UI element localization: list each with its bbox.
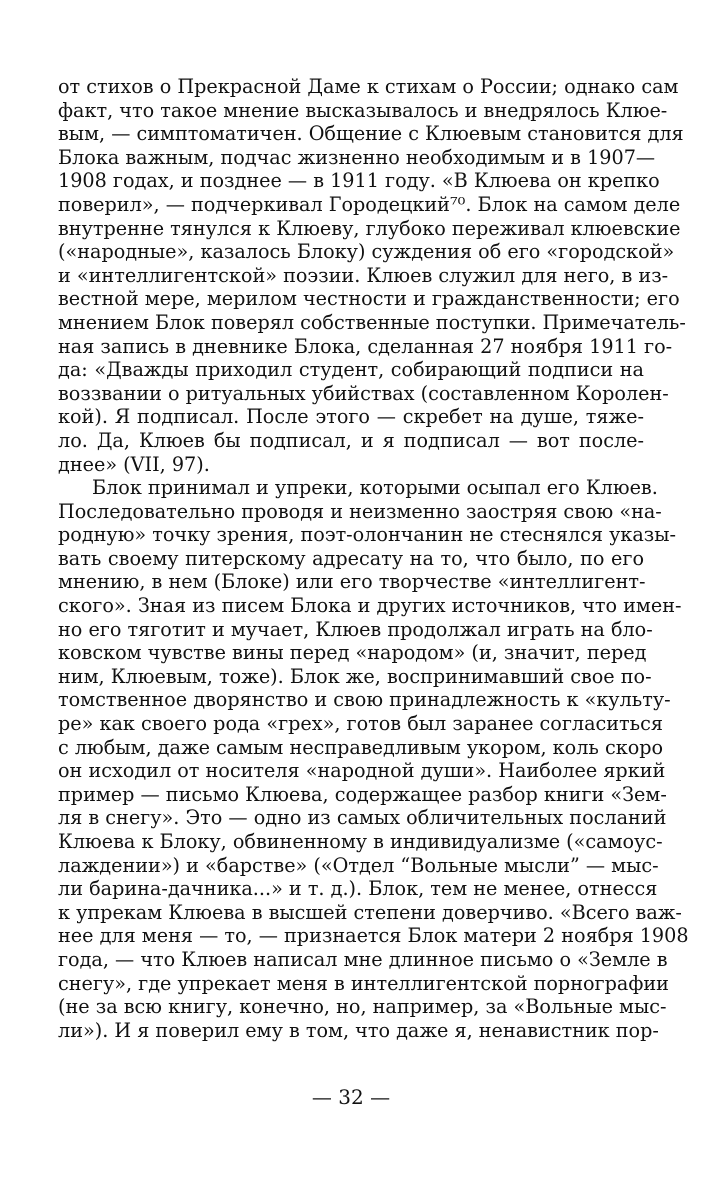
page-number: — 32 — <box>311 1085 391 1109</box>
text-line: но его тяготит и мучает, Клюев продолжал играть на бло- <box>58 617 653 641</box>
text-line: он исходил от носителя «народной души». Наиболее яркий <box>58 759 666 783</box>
text-line: вым, — симптоматичен. Общение с Клюевым становится для <box>58 122 684 146</box>
text-line: ли барина-дачника...» и т. д.). Блок, тем не менее, отнесся <box>58 877 658 901</box>
text-line: родную» точку зрения, поэт-олончанин не стеснялся указы- <box>58 523 677 547</box>
text-line: ре» как своего рода «грех», готов был заранее согласиться <box>58 712 663 736</box>
text-line: факт, что такое мнение высказывалось и внедрялось Клюе- <box>58 98 668 122</box>
text-line: кой). Я подписал. После этого — скребет на душе, тяже- <box>58 405 644 429</box>
text-line: 1908 годах, и позднее — в 1911 году. «В Клюева он крепко <box>58 169 660 193</box>
text-line: ло. Да, Клюев бы подписал, и я подписал — вот после- <box>58 428 644 452</box>
body-text <box>58 75 689 1042</box>
text-line: с любым, даже самым несправедливым укором, коль скоро <box>58 735 664 759</box>
text-line: ля в снегу». Это — одно из самых обличительных посланий <box>58 806 667 830</box>
text-line: внутренне тянулся к Клюеву, глубоко переживал клюевские <box>58 216 681 240</box>
text-line: лаждении») и «барстве» («Отдел “Вольные мысли” — мыс- <box>58 853 659 877</box>
text-line: ная запись в дневнике Блока, сделанная 27 ноября 1911 го- <box>58 334 673 358</box>
text-line: ского». Зная из писем Блока и других источников, что имен- <box>58 594 682 618</box>
text-line: от стихов о Прекрасной Даме к стихам о России; однако сам <box>58 75 679 98</box>
text-line: мнением Блок поверял собственные поступки. Примечатель- <box>58 310 686 334</box>
text-line: Блока важным, подчас жизненно необходимым и в 1907— <box>58 145 656 169</box>
text-line: мнению, в нем (Блоке) или его творчестве «интеллигент- <box>58 570 646 594</box>
text-line: ним, Клюевым, тоже). Блок же, воспринимавший свое по- <box>58 664 652 688</box>
text-line: к упрекам Клюева в высшей степени доверчиво. «Всего важ- <box>58 900 682 924</box>
text-line: томственное дворянство и свою принадлежность к «культу- <box>58 688 671 712</box>
text-line: вестной мере, мерилом честности и гражданственности; его <box>58 287 680 311</box>
text-line: снегу», где упрекает меня в интеллигентской порнографии <box>58 971 669 995</box>
text-line: (не за всю книгу, конечно, но, например, за «Вольные мыс- <box>58 995 667 1019</box>
text-line: да: «Дважды приходил студент, собирающий подписи на <box>58 358 644 382</box>
text-line-paragraph-start: Блок принимал и упреки, которыми осыпал его Клюев. <box>92 476 658 500</box>
text-line: ковском чувстве вины перед «народом» (и, значит, перед <box>58 641 647 665</box>
text-line: Последовательно проводя и неизменно заостряя свою «на- <box>58 499 662 523</box>
text-line-paragraph-end: днее» (VII, 97). <box>58 452 210 476</box>
text-line: нее для меня — то, — признается Блок матери 2 ноября 1908 <box>58 924 689 948</box>
text-line: ли»). И я поверил ему в том, что даже я, ненавистник пор- <box>58 1018 659 1042</box>
text-line: и «интеллигентской» поэзии. Клюев служил для него, в из- <box>58 263 669 287</box>
text-line: Клюева к Блоку, обвиненному в индивидуализме («самоус- <box>58 830 663 853</box>
text-line: («народные», казалось Блоку) суждения об его «городской» <box>58 240 675 264</box>
text-line: года, — что Клюев написал мне длинное письмо о «Земле в <box>58 947 668 971</box>
text-line: вать своему питерскому адресату на то, что было, по его <box>58 546 644 570</box>
text-line: поверил», — подчеркивал Городецкий⁷⁰. Блок на самом деле <box>58 192 681 216</box>
text-line: пример — письмо Клюева, содержащее разбор книги «Зем- <box>58 782 667 806</box>
text-line: воззвании о ритуальных убийствах (составленном Королен- <box>58 381 669 405</box>
